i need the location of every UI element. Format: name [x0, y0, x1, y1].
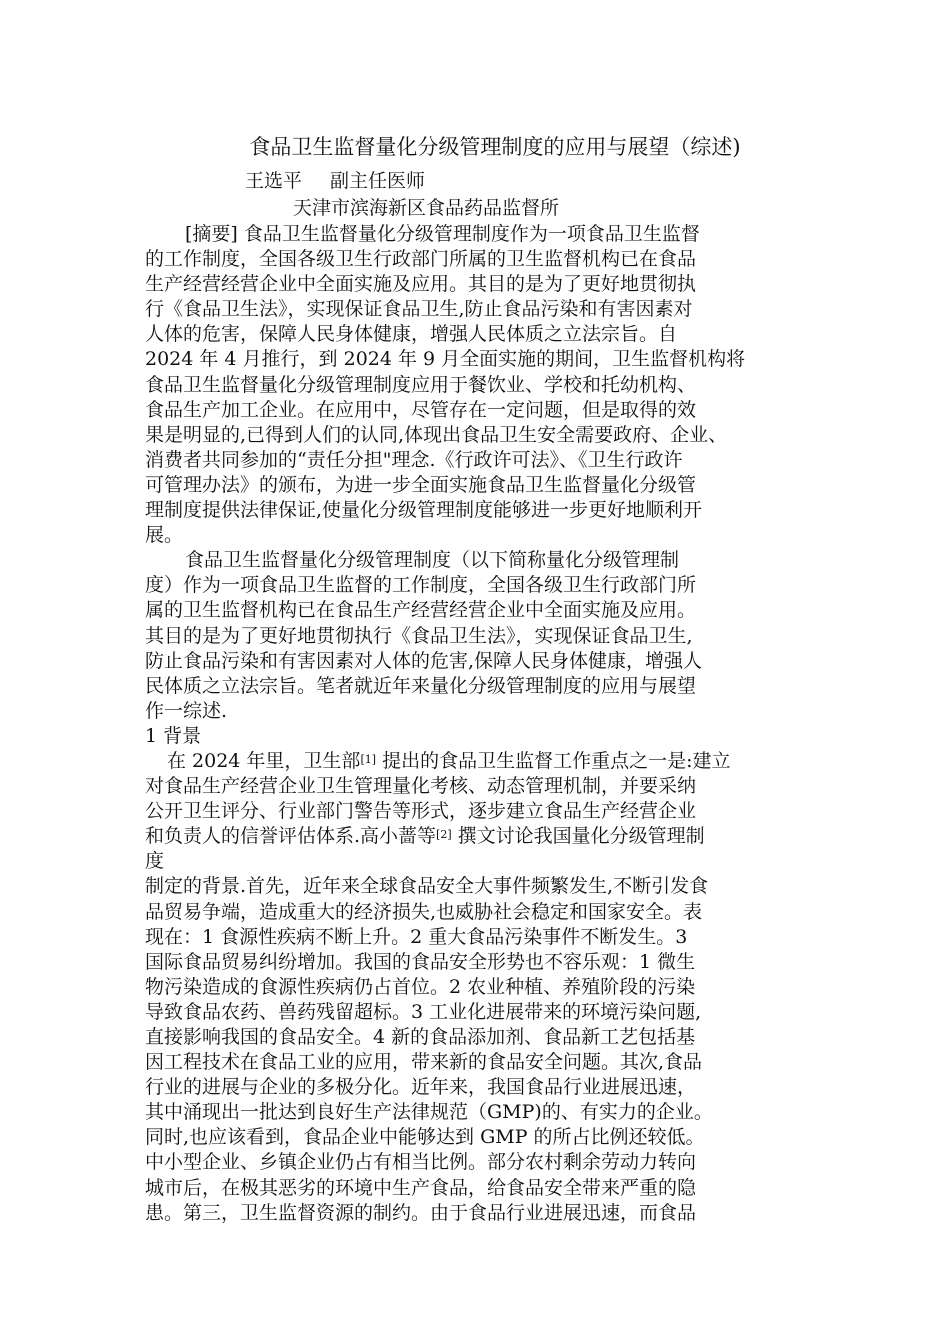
- paragraph-line: 其目的是为了更好地贯彻执行《食品卫生法》，实现保证食品卫生,: [145, 624, 693, 647]
- author-role: 副主任医师: [330, 170, 426, 192]
- paragraph-line: 食品生产加工企业。在应用中，尽管存在一定问题，但是取得的效: [145, 398, 697, 421]
- intro-paragraph: [145, 548, 805, 724]
- reference-marker[interactable]: [2]: [436, 828, 452, 842]
- paragraph-line: 生产经营经营企业中全面实施及应用。其目的是为了更好地贯彻执: [145, 273, 697, 296]
- paragraph-line: 城市后，在极其恶劣的环境中生产食品，给食品安全带来严重的隐: [145, 1176, 697, 1199]
- author-name: 王选平: [245, 170, 303, 192]
- paragraph-line: [145, 824, 805, 849]
- paragraph-line: 现在：1 食源性疾病不断上升。2 重大食品污染事件不断发生。3: [145, 925, 688, 948]
- paragraph-line: 果是明显的,已得到人们的认同,体现出食品卫生安全需要政府、企业、: [145, 423, 728, 446]
- paragraph-line: 患。第三，卫生监督资源的制约。由于食品行业进展迅速，而食品: [145, 1201, 697, 1224]
- paragraph-line: 因工程技术在食品工业的应用，带来新的食品安全问题。其次,食品: [145, 1051, 703, 1074]
- reference-marker[interactable]: [1]: [360, 752, 377, 766]
- paragraph-line: 度）作为一项食品卫生监督的工作制度，全国各级卫生行政部门所: [145, 574, 697, 597]
- paragraph-line: 食品卫生监督量化分级管理制度应用于餐饮业、学校和托幼机构、: [145, 373, 697, 396]
- author-line: [245, 168, 805, 195]
- text-span: 和负责人的信誉评估体系.高小蔷等: [145, 825, 437, 848]
- paragraph-line: 制定的背景.首先，近年来全球食品安全大事件频繁发生,不断引发食: [145, 875, 709, 898]
- document-page: [145, 128, 805, 1226]
- paragraph-line: 行业的进展与企业的多极分化。近年来，我国食品行业进展迅速，: [145, 1076, 697, 1099]
- paragraph-line: 作一综述.: [145, 699, 228, 722]
- paragraph-line: 品贸易争端，造成重大的经济损失,也威胁社会稳定和国家安全。表: [145, 900, 703, 923]
- section-1: [145, 724, 805, 1226]
- paragraph-line: [145, 749, 805, 774]
- paragraph-line: 人体的危害，保障人民身体健康，增强人民体质之立法宗旨。自: [145, 323, 678, 346]
- text-span: 提出的食品卫生监督工作重点之一是:建立: [376, 749, 731, 772]
- section-heading: 1 背景: [145, 724, 202, 747]
- paragraph-line: [摘要] 食品卫生监督量化分级管理制度作为一项食品卫生监督: [185, 223, 700, 245]
- paragraph-line: 食品卫生监督量化分级管理制度（以下简称量化分级管理制: [185, 549, 680, 572]
- paragraph-line: 2024 年 4 月推行，到 2024 年 9 月全面实施的期间，卫生监督机构将: [145, 348, 746, 371]
- paragraph-line: 度: [145, 850, 165, 873]
- paragraph-line: 公开卫生评分、行业部门警告等形式，逐步建立食品生产经营企业: [145, 800, 697, 823]
- paragraph-line: 物污染造成的食源性疾病仍占首位。2 农业种植、养殖阶段的污染: [145, 975, 696, 998]
- paragraph-line: 的工作制度，全国各级卫生行政部门所属的卫生监督机构已在食品: [145, 248, 697, 271]
- paragraph-line: 可管理办法》的颁布，为进一步全面实施食品卫生监督量化分级管: [145, 473, 697, 496]
- section-1-body: [145, 874, 805, 1225]
- paragraph-line: 中小型企业、乡镇企业仍占有相当比例。部分农村剩余劳动力转向: [145, 1151, 697, 1174]
- author-organization: 天津市滨海新区食品药品监督所: [293, 197, 560, 219]
- paragraph-line: 行《食品卫生法》，实现保证食品卫生,防止食品污染和有害因素对: [145, 298, 693, 321]
- paragraph-line: 导致食品农药、兽药残留超标。3 工业化进展带来的环境污染问题,: [145, 1000, 702, 1023]
- paragraph-line: 消费者共同参加的“责任分担"理念.《行政许可法》、《卫生行政许: [145, 448, 683, 471]
- abstract: [145, 222, 805, 548]
- document-title: 食品卫生监督量化分级管理制度的应用与展望（综述): [249, 135, 741, 159]
- paragraph-line: 其中涌现出一批达到良好生产法律规范（GMP)的、有实力的企业。: [145, 1101, 713, 1124]
- paragraph-line: 展。: [145, 524, 184, 547]
- text-span: 在 2024 年里，卫生部: [167, 749, 361, 772]
- paragraph-line: 直接影响我国的食品安全。4 新的食品添加剂、食品新工艺包括基: [145, 1026, 696, 1048]
- paragraph-line: 民体质之立法宗旨。笔者就近年来量化分级管理制度的应用与展望: [145, 674, 697, 697]
- text-span: 撰文讨论我国量化分级管理制: [451, 825, 705, 848]
- paragraph-line: 国际食品贸易纠纷增加。我国的食品安全形势也不容乐观：1 微生: [145, 950, 696, 973]
- paragraph-line: 同时,也应该看到，食品企业中能够达到 GMP 的所占比例还较低。: [145, 1126, 705, 1149]
- paragraph-line: 属的卫生监督机构已在食品生产经营经营企业中全面实施及应用。: [145, 599, 697, 622]
- paragraph-line: 对食品生产经营企业卫生管理量化考核、动态管理机制，并要采纳: [145, 775, 697, 798]
- paragraph-line: 理制度提供法律保证,使量化分级管理制度能够进一步更好地顺利开: [145, 499, 703, 522]
- paragraph-line: 防止食品污染和有害因素对人体的危害,保障人民身体健康，增强人: [145, 649, 703, 672]
